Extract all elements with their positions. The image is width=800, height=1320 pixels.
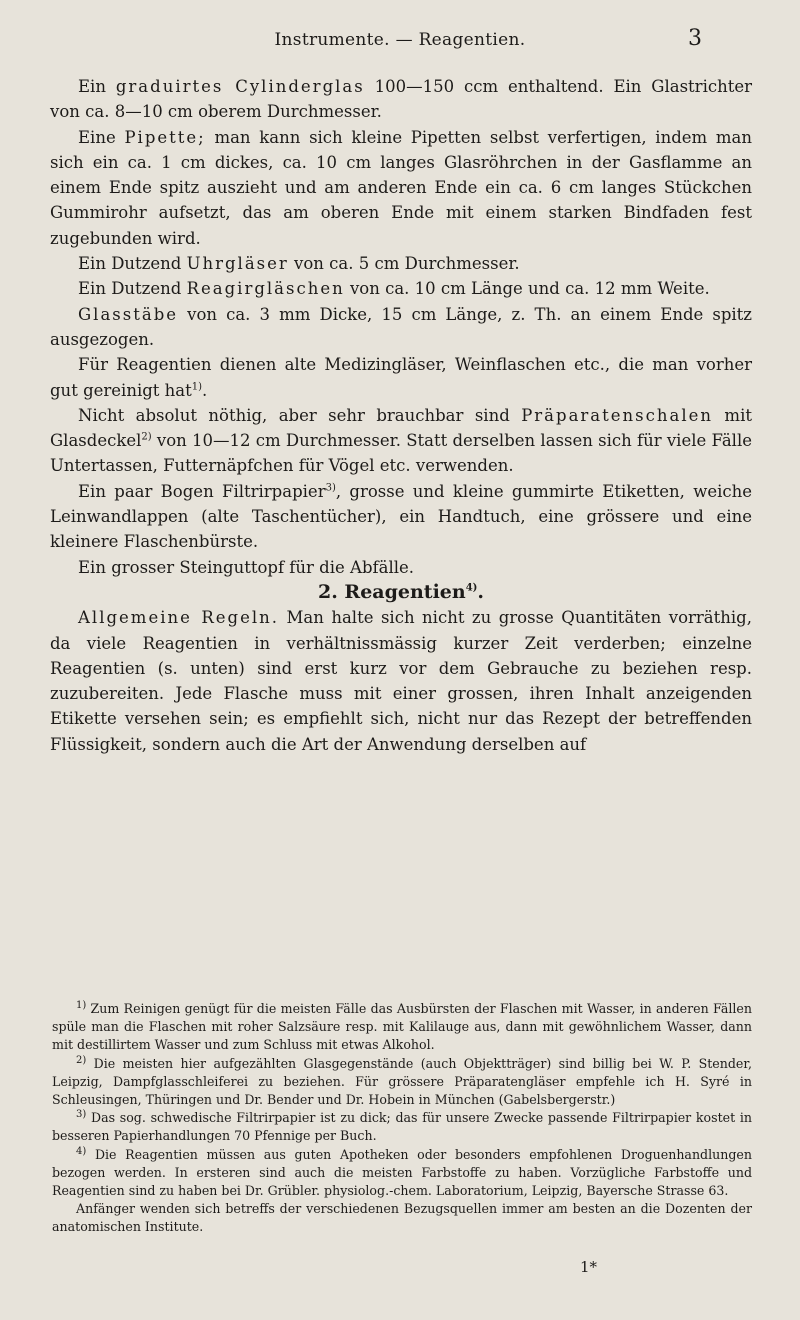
- paragraph: Ein grosser Steinguttopf für die Abfälle.: [78, 557, 415, 577]
- footnote-ref: 2): [141, 431, 152, 443]
- signature-mark: 1*: [580, 1258, 598, 1276]
- footnote: $^{2)}$ Die meisten hier aufgezählten Glasgegenstände (auch Objektträger) sind billig bei W. P. Stender, Leipzig, Dampfglasschleiferei zu beziehen. Für grössere Präparatengläser empfehle ich H. Syré in Schleusingen, Thüringen und Dr. Bender und Dr. Hobein in München (Gabelsbergerstr.): [52, 1054, 752, 1108]
- paragraph: Nicht absolut nöthig, aber sehr brauchbar sind Präparatenschalen mit Glasdeckel$^{2)}$ von 10—12 cm Durchmesser. Statt derselben lassen sich für viele Fälle Untertassen, Futternäpfchen für Vögel etc. verwenden.: [50, 405, 752, 476]
- footnote: $^{1)}$ Zum Reinigen genügt für die meisten Fälle das Ausbürsten der Flaschen mit Wasser, in anderen Fällen spüle man die Flaschen mit roher Salzsäure resp. mit Kalilauge aus, dann mit gewöhnlichem Wasser, dann mit destillirtem Wasser und zum Schluss mit etwas Alkohol.: [52, 999, 752, 1053]
- paragraph: Ein Dutzend Uhrgläser von ca. 5 cm Durchmesser.: [78, 254, 520, 274]
- paragraph: Ein Dutzend Reagirgläschen von ca. 10 cm Länge und ca. 12 mm Weite.: [78, 279, 710, 299]
- footnote: $^{4)}$ Die Reagentien müssen aus guten Apotheken oder besonders empfohlenen Droguenhandlungen bezogen werden. In ersteren sind auch die meisten Farbstoffe zu haben. Vorzügliche Farbstoffe und Reagentien sind zu haben bei Dr. Grübler. physiolog.-chem. Laboratorium, Leipzig, Bayersche Strasse 63.: [52, 1145, 752, 1199]
- footnote: Anfänger wenden sich betreffs der verschiedenen Bezugsquellen immer am besten an die Dozenten der anatomischen Institute.: [52, 1201, 752, 1235]
- paragraph: Für Reagentien dienen alte Medizingläser, Weinflaschen etc., die man vorher gut gereinigt hat$^{1)}$.: [50, 355, 752, 400]
- paragraph: Allgemeine Regeln. Man halte sich nicht zu grosse Quantitäten vorräthig, da viele Reagentien in verhältnissmässig kurzer Zeit verderben; einzelne Reagentien (s. unten) sind erst kurz vor dem Gebrauche zu beziehen resp. zuzubereiten. Jede Flasche muss mit einer grossen, ihren Inhalt anzeigenden Etikette versehen sein; es empfiehlt sich, nicht nur das Rezept der betreffenden Flüssigkeit, sondern auch die Art der Anwendung derselben auf: [50, 608, 752, 754]
- footnote-ref: 1): [191, 381, 203, 393]
- paragraph: Eine Pipette; man kann sich kleine Pipetten selbst verfertigen, indem man sich ein ca. 1 cm dickes, ca. 10 cm langes Glasröhrchen in der Gasflamme an einem Ende spitz auszieht und am anderen Ende ein ca. 6 cm langes Stückchen Gummirohr aufsetzt, das am oberen Ende mit einem starken Bindfaden fest zugebunden wird.: [50, 127, 753, 248]
- paragraph: Ein paar Bogen Filtrirpapier$^{3)}$, grosse und kleine gummirte Etiketten, weiche Leinwandlappen (alte Taschentücher), ein Handtuch, eine grössere und eine kleinere Flaschenbürste.: [50, 481, 752, 552]
- main-text: [50, 74, 752, 757]
- section-heading: 2. Reagentien$^{4)}$.: [317, 580, 485, 603]
- footnote: $^{3)}$ Das sog. schwedische Filtrirpapier ist zu dick; das für unsere Zwecke passende Filtrirpapier kostet in besseren Papierhandlungen 70 Pfennige per Buch.: [52, 1109, 752, 1144]
- running-title: Instrumente. — Reagentien.: [274, 30, 526, 50]
- footnote-ref: 3): [325, 482, 336, 494]
- paragraph: Ein graduirtes Cylinderglas 100—150 ccm enthaltend. Ein Glastrichter von ca. 8—10 cm oberem Durchmesser.: [50, 77, 752, 122]
- footnotes: [52, 1000, 752, 1237]
- footnote-ref: 4): [465, 582, 478, 594]
- paragraph: Glasstäbe von ca. 3 mm Dicke, 15 cm Länge, z. Th. an einem Ende spitz ausgezogen.: [50, 304, 752, 349]
- page-number: 3: [688, 26, 702, 51]
